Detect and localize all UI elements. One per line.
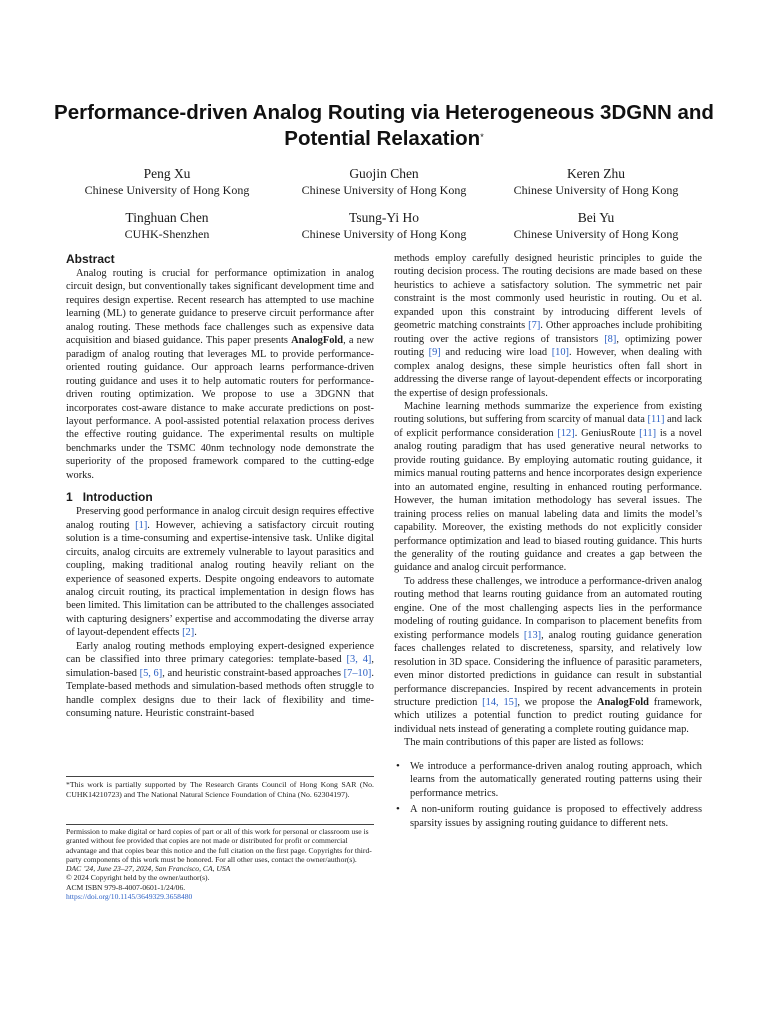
citation-link[interactable]: [13] — [523, 629, 542, 641]
contribution-list — [394, 760, 702, 830]
right-column — [394, 252, 702, 833]
copyright-line: © 2024 Copyright held by the owner/author(s). — [66, 873, 210, 883]
venue-line: DAC ’24, June 23–27, 2024, San Francisco, CA, USA — [66, 864, 231, 874]
intro-paragraph-1: Preserving good performance in analog circuit design requires effective analog routing [1]. However, achieving a satisfactory circuit routing solution is a time-consuming and expertise-intensive task. Unlike digital circuits, analog circuits are extremely vulnerable to layout parasitics and coupling, making traditional analog routing heavily reliant on the experience of seasoned experts. Despite ongoing endeavors to automate analog circuit routing, its practical implementation in design flows has been limited. This limitation can be attributed to the challenges associated with capturing designers’ expertise and accommodating the diverse array of layout-dependent effects [2]. — [66, 506, 374, 639]
section-number: 1 — [66, 490, 73, 505]
author-affiliation: Chinese University of Hong Kong — [513, 183, 679, 197]
author-block — [274, 166, 494, 198]
paper-title-text: Performance-driven Analog Routing via Heterogeneous 3DGNN and Potential Relaxation — [54, 101, 714, 150]
author-affiliation: Chinese University of Hong Kong — [301, 183, 467, 197]
permission-text: Permission to make digital or hard copies of part or all of this work for personal or classroom use is granted without fee provided that copies are not made or distributed for profit or commercial advantage and that copies bear this notice and the full citation on the first page. Copyrights for third-party components of this work must be honored. For all other uses, contact the owner/author(s). — [66, 827, 372, 864]
author-affiliation: CUHK-Shenzhen — [124, 227, 210, 241]
author-block — [486, 210, 706, 242]
left-column — [66, 252, 374, 721]
citation-link[interactable]: [12] — [557, 427, 575, 439]
isbn-line: ACM ISBN 979-8-4007-0601-1/24/06. — [66, 882, 186, 892]
funding-footnote: *This work is partially supported by The Research Grants Council of Hong Kong SAR (No. CUHK14210723) and The National Natural Science Foundation of China (No. 62304197). — [66, 776, 374, 799]
author-name: Keren Zhu — [566, 166, 626, 181]
doi-link[interactable]: https://doi.org/10.1145/3649329.3658480 — [66, 892, 193, 902]
right-paragraph-2: Machine learning methods summarize the experience from existing routing solutions, but suffering from scarcity of manual data [11] and lack of explicit performance consideration [12]. GeniusRoute [11] is a novel analog routing paradigm that has used generative neural networks to provide routing guidance. By employing automatic routing guidance, it mimics manual routing patterns and hence incorporates design experience into an automated engine, resulting in enhanced routing performance. However, the human imitation methodology has several issues. The training process relies on manual labeling data and limits the model’s capability. Moreover, the existing methods do not explicitly consider performance optimization and lead to biased routing guidance. This hurts the generality of the routing guidance and creates a gap between the guidance and analog circuit performance. — [394, 400, 702, 574]
abstract-heading: Abstract — [66, 252, 115, 266]
author-name: Tinghuan Chen — [125, 210, 209, 225]
author-block — [57, 210, 277, 242]
author-name: Bei Yu — [577, 210, 615, 225]
citation-link[interactable]: [11] — [647, 414, 665, 426]
framework-name: AnalogFold — [291, 335, 344, 347]
author-name: Tsung-Yi Ho — [349, 210, 419, 225]
author-affiliation: Chinese University of Hong Kong — [301, 227, 467, 241]
right-paragraph-4: The main contributions of this paper are listed as follows: — [404, 737, 644, 749]
permission-block — [66, 824, 374, 901]
author-block — [274, 210, 494, 242]
title-footnote-mark: * — [480, 132, 484, 142]
author-block — [486, 166, 706, 198]
citation-link[interactable]: [10] — [551, 347, 569, 359]
author-block — [57, 166, 277, 198]
citation-link[interactable]: [7–10] — [343, 667, 372, 679]
section-heading-introduction — [66, 490, 374, 505]
author-affiliation: Chinese University of Hong Kong — [513, 227, 679, 241]
citation-link[interactable]: [1] — [135, 519, 148, 531]
author-affiliation: Chinese University of Hong Kong — [84, 183, 250, 197]
paper-title — [40, 100, 728, 152]
abstract-paragraph: Analog routing is crucial for performance optimization in analog circuit design, but conventionally takes significant development time and requires design expertise. Recent research has attempted to use machine learning (ML) to generate guidance to preserve circuit performance after analog routing. These methods face challenges such as expensive data acquisition and biased guidance. This paper presents AnalogFold, a new paradigm of analog routing that leverages ML to provide performance-oriented routing guidance. Our approach learns performance-driven routing guidance and uses it to help automatic routers for performance-driven routing optimization. We propose to use a 3DGNN that incorporates cost-aware distance to make accurate predictions on post-layout performance. A pool-assisted potential relaxation process derives the effective routing guidance. The experimental results on multiple benchmarks under the TSMC 40nm technology node demonstrate the superiority of the proposed framework compared to the cutting-edge works. — [66, 268, 374, 481]
intro-paragraph-2: Early analog routing methods employing expert-designed experience can be classified into three primary categories: template-based [3, 4], simulation-based [5, 6], and heuristic constraint-based approaches [7–10]. Template-based methods and simulation-based methods often struggle to handle complex designs due to their lack of flexibility and time-consuming nature. Heuristic constraint-based — [66, 640, 374, 720]
section-title: Introduction — [82, 490, 153, 505]
list-item: • We introduce a performance-driven analog routing approach, which learns from the automatically generated routing patterns using their performance metrics. — [396, 759, 702, 799]
citation-link[interactable]: [2] — [182, 627, 195, 639]
right-paragraph-1: methods employ carefully designed heuristic principles to guide the routing decision process. The routing decisions are made based on these heuristics to achieve a satisfactory solution. The symmetric net pair constraint is the most commonly used heuristic in routing. Ou et al. expanded upon this constraint by introducing different levels of geometric matching constraints [7]. Other approaches include prohibiting routing over the active regions of transistors [8], optimizing power routing [9] and reducing wire load [10]. However, when dealing with complex analog designs, these simple heuristics often fall short in addressing the diverse range of layout-dependent effects or incorporating the expertise of design professionals. — [394, 253, 702, 399]
citation-link[interactable]: [3, 4] — [346, 654, 372, 666]
bullet-icon: • — [396, 759, 400, 772]
framework-name: AnalogFold — [597, 696, 649, 708]
author-name: Guojin Chen — [349, 166, 419, 181]
citation-link[interactable]: [11] — [639, 427, 657, 439]
author-name: Peng Xu — [143, 166, 191, 181]
citation-link[interactable]: [8] — [604, 333, 617, 345]
citation-link[interactable]: [9] — [428, 347, 441, 359]
bullet-icon: • — [396, 803, 400, 816]
citation-link[interactable]: [5, 6] — [139, 667, 163, 679]
right-paragraph-3: To address these challenges, we introduce a performance-driven analog routing method that learns routing guidance from an automated routing engine. One of the most challenging aspects lies in the performance modeling of routing guidance. In comparison to placement benefits from existing performance models [13], analog routing guidance generation faces challenges related to discreteness, sparsity, and relatively low resolution in 3D space. Considering the influence of parasitic parameters, even minor distorted predictions in guidance can result in substantial performance discrepancies. Inspired by recent advancements in protein structure prediction [14, 15], we propose the AnalogFold framework, which utilizes a potential function to predict routing guidance for individual nets instead of generating a complete routing guidance map. — [394, 575, 702, 735]
list-item: • A non-uniform routing guidance is proposed to effectively address sparsity issues by assigning routing guidance to different nets. — [396, 803, 702, 829]
citation-link[interactable]: [14, 15] — [482, 696, 518, 708]
citation-link[interactable]: [7] — [528, 320, 541, 332]
